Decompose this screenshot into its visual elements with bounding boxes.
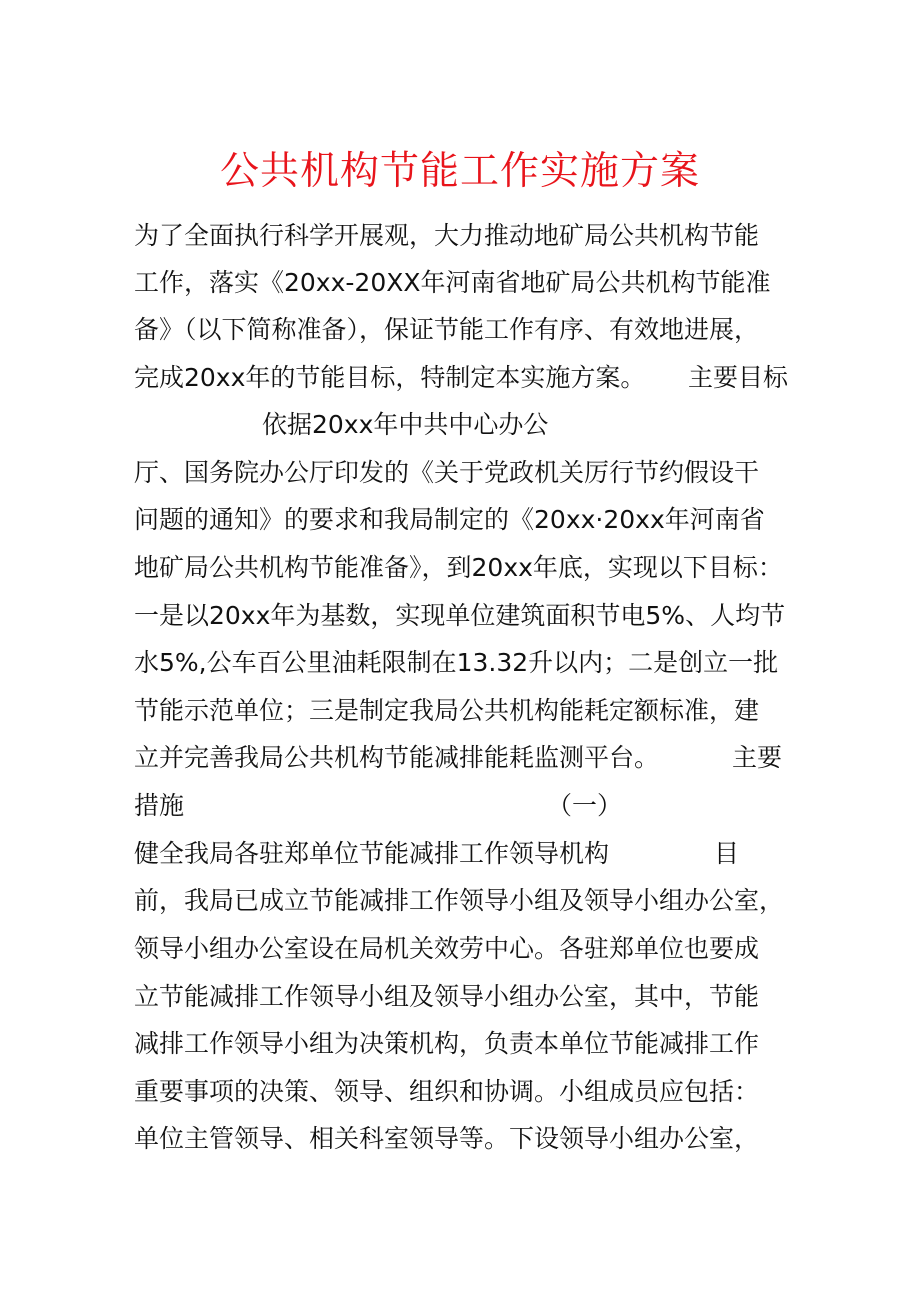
body-line-17: 减排工作领导小组为决策机构，负责本单位节能减排工作 — [134, 1029, 760, 1058]
body-line-2: 工作，落实《20xx-20XX年河南省地矿局公共机构节能准 — [134, 268, 771, 297]
body-line-8: 地矿局公共机构节能准备》，到20xx年底，实现以下目标： — [134, 553, 783, 582]
body-line-4: 完成20xx年的节能目标，特制定本实施方案。 — [134, 363, 646, 392]
section-heading-main-goal: 主要目标 — [688, 363, 789, 392]
body-line-5: 依据20xx年中共中心办公 — [262, 410, 549, 439]
subsection-title: 健全我局各驻郑单位节能减排工作领导机构 — [134, 839, 610, 868]
body-line-9: 一是以20xx年为基数，实现单位建筑面积节电5%、人均节 — [134, 601, 786, 630]
body-line-19: 单位主管领导、相关科室领导等。下设领导小组办公室， — [134, 1124, 760, 1153]
body-line-3: 备》（以下简称准备），保证节能工作有序、有效地进展， — [134, 315, 760, 344]
subsection-number: （一） — [547, 791, 623, 820]
body-line-14: 前，我局已成立节能减排工作领导小组及领导小组办公室， — [134, 886, 785, 915]
section-heading-main-measures-b: 措施 — [134, 791, 185, 820]
body-line-6: 厅、国务院办公厅印发的《关于党政机关厉行节约假设干 — [134, 458, 760, 487]
body-line-12: 立并完善我局公共机构节能减排能耗监测平台。 — [134, 743, 660, 772]
body-line-16: 立节能减排工作领导小组及领导小组办公室，其中，节能 — [134, 982, 760, 1011]
body-line-13: 目 — [714, 839, 740, 868]
body-line-1: 为了全面执行科学开展观，大力推动地矿局公共机构节能 — [134, 221, 760, 250]
body-line-15: 领导小组办公室设在局机关效劳中心。各驻郑单位也要成 — [134, 934, 760, 963]
body-line-10: 水5%,公车百公里油耗限制在13.32升以内；二是创立一批 — [134, 648, 779, 677]
document-title: 公共机构节能工作实施方案 — [219, 149, 700, 194]
body-line-7: 问题的通知》的要求和我局制定的《20xx·20xx年河南省 — [134, 505, 765, 534]
body-line-11: 节能示范单位；三是制定我局公共机构能耗定额标准，建 — [134, 696, 760, 725]
section-heading-main-measures-a: 主要 — [732, 743, 783, 772]
body-line-18: 重要事项的决策、领导、组织和协调。小组成员应包括： — [134, 1077, 760, 1106]
